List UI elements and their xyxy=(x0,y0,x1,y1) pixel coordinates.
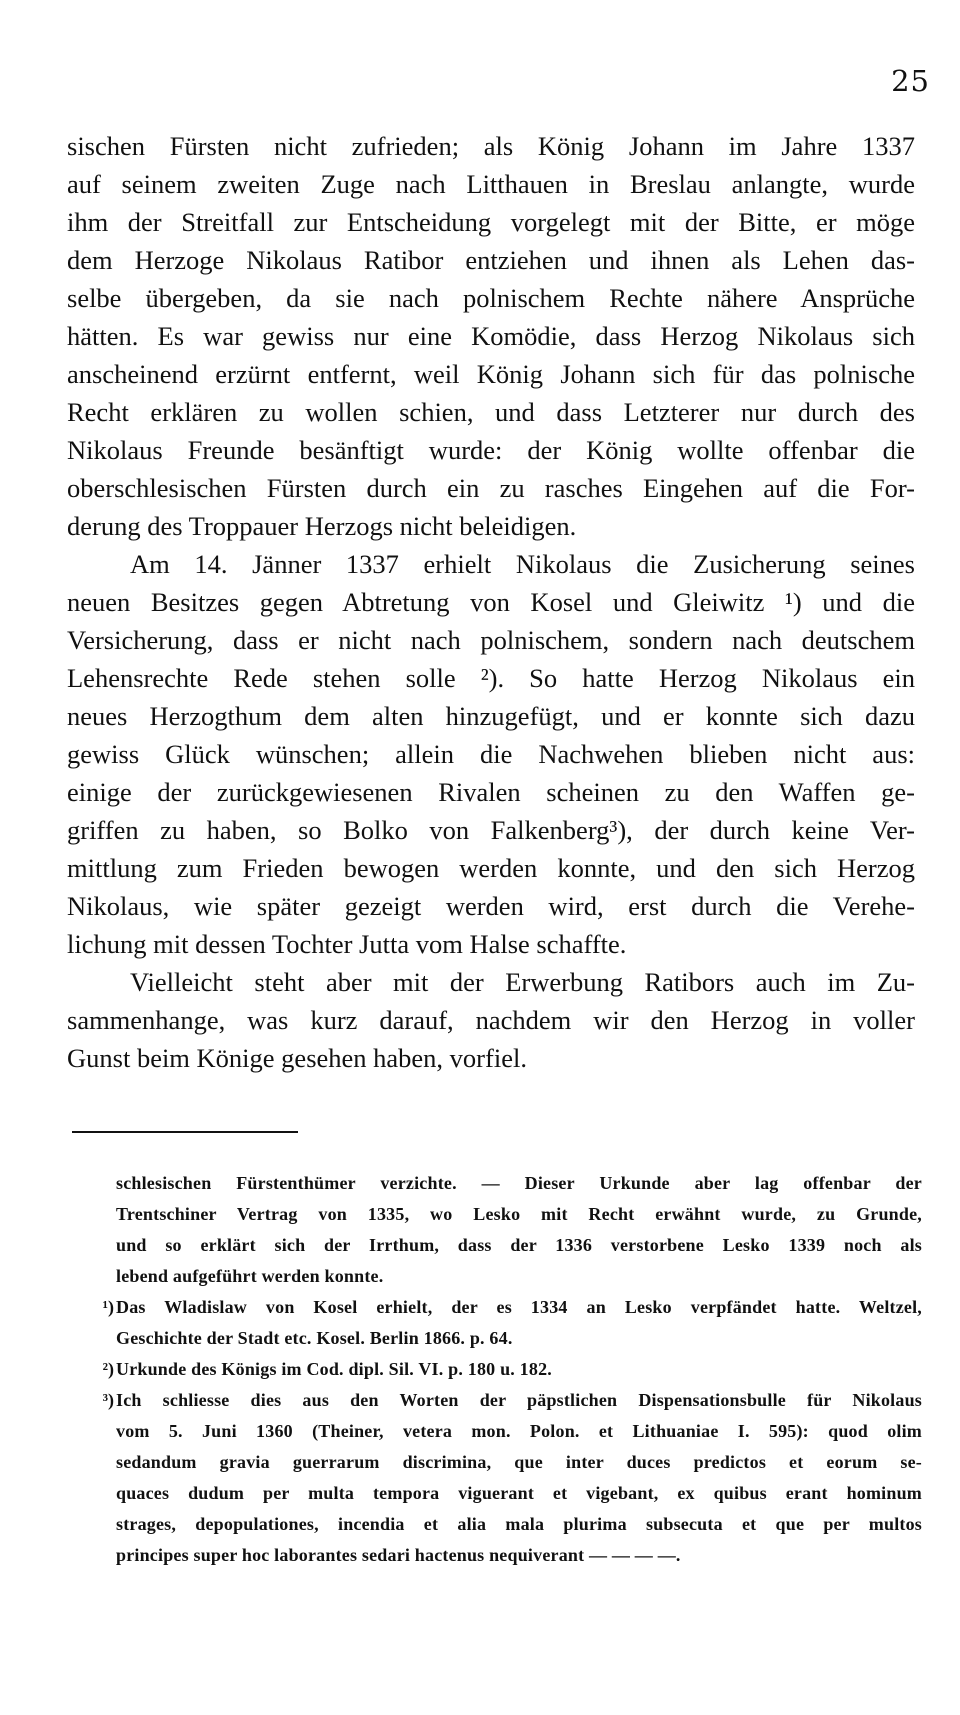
text-line: Vielleicht steht aber mit der Erwerbung Ratibors auch im Zu- xyxy=(130,967,915,997)
body-text xyxy=(67,127,915,1077)
footnote-marker: ³) xyxy=(102,1390,114,1410)
text-line: Versicherung, dass er nicht nach polnischem, sondern nach deutschem xyxy=(67,625,915,655)
text-line: selbe übergeben, da sie nach polnischem Rechte nähere Ansprüche xyxy=(67,283,915,313)
paragraph xyxy=(67,963,915,1077)
footnote-line: quaces dudum per multa tempora viguerant et vigebant, ex quibus erant hominum xyxy=(116,1483,922,1503)
text-line: Gunst beim Könige gesehen haben, vorfiel. xyxy=(67,1043,527,1073)
footnote-line: Trentschiner Vertrag von 1335, wo Lesko mit Recht erwähnt wurde, zu Grunde, xyxy=(116,1204,922,1224)
footnote-marker: ¹) xyxy=(102,1297,114,1317)
text-line: Nikolaus Freunde besänftigt wurde: der König wollte offenbar die xyxy=(67,435,915,465)
footnote-divider xyxy=(72,1131,298,1133)
text-line: sischen Fürsten nicht zufrieden; als König Johann im Jahre 1337 xyxy=(67,131,915,161)
text-line: derung des Troppauer Herzogs nicht beleidigen. xyxy=(67,511,577,541)
text-line: sammenhange, was kurz darauf, nachdem wir den Herzog in voller xyxy=(67,1005,915,1035)
footnote-line: Das Wladislaw von Kosel erhielt, der es 1334 an Lesko verpfändet hatte. Weltzel, xyxy=(116,1297,922,1317)
text-line: lichung mit dessen Tochter Jutta vom Halse schaffte. xyxy=(67,929,627,959)
footnote-line: Ich schliesse dies aus den Worten der päpstlichen Dispensationsbulle für Nikolaus xyxy=(116,1390,922,1410)
footnote-line: Geschichte der Stadt etc. Kosel. Berlin 1866. p. 64. xyxy=(116,1328,513,1348)
footnote-3 xyxy=(56,1385,922,1571)
text-line: neues Herzogthum dem alten hinzugefügt, und er konnte sich dazu xyxy=(67,701,915,731)
text-line: anscheinend erzürnt entfernt, weil König Johann sich für das polnische xyxy=(67,359,915,389)
paragraph xyxy=(67,545,915,963)
footnote-line: vom 5. Juni 1360 (Theiner, vetera mon. Polon. et Lithuaniae I. 595): quod olim xyxy=(116,1421,922,1441)
footnote-line: und so erklärt sich der Irrthum, dass der 1336 verstorbene Lesko 1339 noch als xyxy=(116,1235,922,1255)
text-line: Am 14. Jänner 1337 erhielt Nikolaus die Zusicherung seines xyxy=(130,549,915,579)
text-line: Lehensrechte Rede stehen solle ²). So hatte Herzog Nikolaus ein xyxy=(67,663,915,693)
footnote-line: sedandum gravia guerrarum discrimina, que inter duces predictos et eorum se- xyxy=(116,1452,922,1472)
footnote-line: lebend aufgeführt werden konnte. xyxy=(116,1266,384,1286)
text-line: auf seinem zweiten Zuge nach Litthauen in Breslau anlangte, wurde xyxy=(67,169,915,199)
text-line: Recht erklären zu wollen schien, und dass Letzterer nur durch des xyxy=(67,397,915,427)
paragraph xyxy=(67,127,915,545)
footnote-line: principes super hoc laborantes sedari hactenus nequiverant — — — —. xyxy=(116,1545,681,1565)
footnote-line: strages, depopulationes, incendia et alia mala plurima subsecuta et que per multos xyxy=(116,1514,922,1534)
text-line: gewiss Glück wünschen; allein die Nachwehen blieben nicht aus: xyxy=(67,739,915,769)
text-line: hätten. Es war gewiss nur eine Komödie, dass Herzog Nikolaus sich xyxy=(67,321,915,351)
footnote-2 xyxy=(56,1354,922,1385)
footnote-continuation xyxy=(56,1168,922,1292)
text-line: neuen Besitzes gegen Abtretung von Kosel und Gleiwitz ¹) und die xyxy=(67,587,915,617)
text-line: dem Herzoge Nikolaus Ratibor entziehen und ihnen als Lehen das- xyxy=(67,245,915,275)
text-line: Nikolaus, wie später gezeigt werden wird, erst durch die Verehe- xyxy=(67,891,915,921)
page-number: 25 xyxy=(891,64,930,98)
text-line: einige der zurückgewiesenen Rivalen scheinen zu den Waffen ge- xyxy=(67,777,915,807)
footnotes xyxy=(56,1168,922,1571)
footnote-marker: ²) xyxy=(102,1359,114,1379)
text-line: mittlung zum Frieden bewogen werden konnte, und den sich Herzog xyxy=(67,853,915,883)
footnote-1 xyxy=(56,1292,922,1354)
footnote-line: schlesischen Fürstenthümer verzichte. — Dieser Urkunde aber lag offenbar der xyxy=(116,1173,922,1193)
footnote-line: Urkunde des Königs im Cod. dipl. Sil. VI. p. 180 u. 182. xyxy=(116,1359,552,1379)
text-line: oberschlesischen Fürsten durch ein zu rasches Eingehen auf die For- xyxy=(67,473,915,503)
text-line: ihm der Streitfall zur Entscheidung vorgelegt mit der Bitte, er möge xyxy=(67,207,915,237)
text-line: griffen zu haben, so Bolko von Falkenberg³), der durch keine Ver- xyxy=(67,815,915,845)
